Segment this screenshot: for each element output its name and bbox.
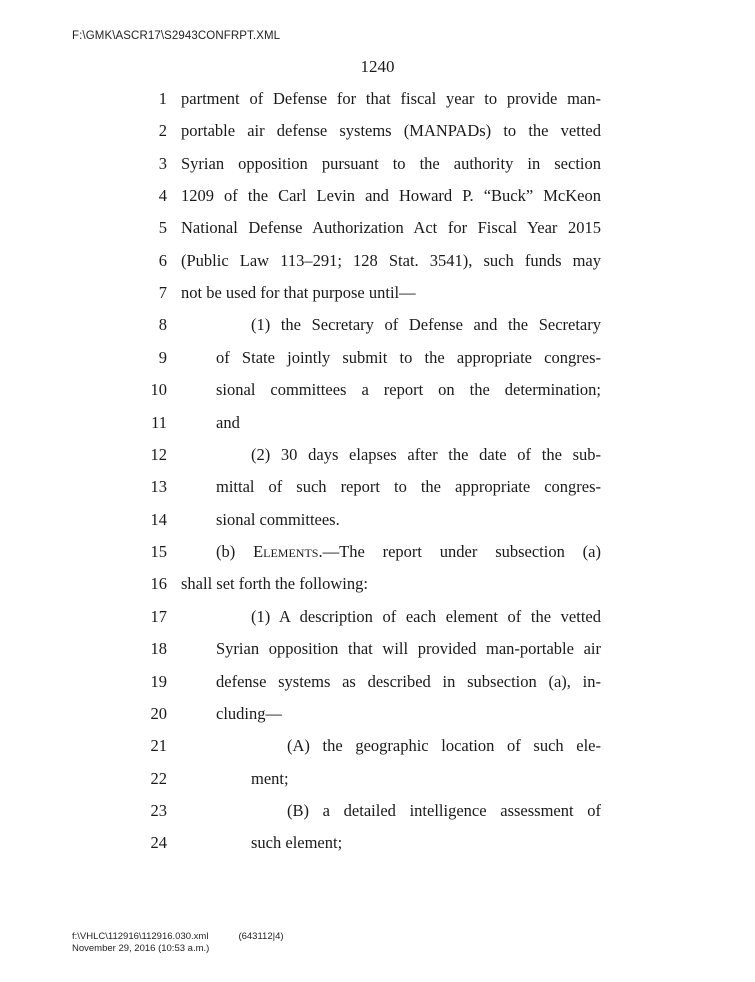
subsection-text: .—The report under subsection (a)	[318, 542, 601, 561]
text-line	[0, 702, 755, 726]
text-line	[0, 346, 755, 370]
line-number: 19	[150, 672, 167, 691]
line-number: 5	[158, 218, 167, 237]
line-number: 22	[150, 769, 167, 788]
line-text: not be used for that purpose until—	[181, 283, 416, 302]
line-number: 9	[158, 348, 167, 367]
text-line	[0, 216, 755, 240]
line-number: 23	[150, 801, 167, 820]
text-line	[0, 119, 755, 143]
text-line	[0, 411, 755, 435]
line-text: and	[216, 413, 240, 432]
line-number: 13	[150, 477, 167, 496]
text-line	[0, 249, 755, 273]
line-number: 1	[158, 89, 167, 108]
line-text	[216, 540, 601, 564]
line-text: mittal of such report to the appropriate congres-	[216, 477, 601, 496]
line-number: 21	[150, 736, 167, 755]
line-number: 24	[150, 833, 167, 852]
line-number: 3	[158, 154, 167, 173]
line-text: partment of Defense for that fiscal year to provide man-	[181, 89, 601, 108]
text-line	[0, 87, 755, 111]
text-line	[0, 152, 755, 176]
text-line	[0, 313, 755, 337]
footer-timestamp: November 29, 2016 (10:53 a.m.)	[72, 943, 210, 954]
line-text: 1209 of the Carl Levin and Howard P. “Buck” McKeon	[181, 186, 601, 205]
line-number: 20	[150, 704, 167, 723]
footer-xml-path: f:\VHLC\112916\112916.030.xml	[72, 931, 209, 942]
text-line	[0, 831, 755, 855]
text-line	[0, 734, 755, 758]
line-text: portable air defense systems (MANPADs) to the vetted	[181, 121, 601, 140]
line-number: 15	[150, 542, 167, 561]
line-number: 8	[158, 315, 167, 334]
line-text: (1) the Secretary of Defense and the Secretary	[251, 315, 601, 334]
page-footer	[72, 931, 284, 955]
text-line	[0, 378, 755, 402]
line-text: Syrian opposition pursuant to the authority in section	[181, 154, 601, 173]
line-text: (1) A description of each element of the vetted	[251, 607, 601, 626]
text-line	[0, 799, 755, 823]
line-number: 17	[150, 607, 167, 626]
text-line	[0, 767, 755, 791]
line-text: Syrian opposition that will provided man-portable air	[216, 639, 601, 658]
line-number: 2	[158, 121, 167, 140]
subsection-prefix: (b)	[216, 542, 254, 561]
line-number: 4	[158, 186, 167, 205]
line-text: ment;	[251, 769, 289, 788]
footer-job-number: (643112|4)	[238, 931, 284, 942]
line-number: 10	[150, 380, 167, 399]
line-text: such element;	[251, 833, 343, 852]
text-line	[0, 605, 755, 629]
line-text: (Public Law 113–291; 128 Stat. 3541), such funds may	[181, 251, 601, 270]
text-line	[0, 540, 755, 564]
text-line	[0, 443, 755, 467]
line-number: 12	[150, 445, 167, 464]
text-line	[0, 281, 755, 305]
line-text: sional committees a report on the determination;	[216, 380, 601, 399]
line-number: 6	[158, 251, 167, 270]
line-text: cluding—	[216, 704, 282, 723]
line-number: 18	[150, 639, 167, 658]
line-text: of State jointly submit to the appropriate congres-	[216, 348, 601, 367]
line-text: sional committees.	[216, 510, 340, 529]
text-line	[0, 572, 755, 596]
line-text: shall set forth the following:	[181, 574, 368, 593]
line-number: 11	[151, 413, 167, 432]
line-text: (2) 30 days elapses after the date of the sub-	[251, 445, 601, 464]
text-line	[0, 508, 755, 532]
line-text: (A) the geographic location of such ele-	[287, 736, 601, 755]
text-line	[0, 637, 755, 661]
text-line	[0, 670, 755, 694]
page-number: 1240	[360, 57, 395, 76]
line-number: 14	[150, 510, 167, 529]
text-line	[0, 475, 755, 499]
line-number: 16	[150, 574, 167, 593]
line-number: 7	[158, 283, 167, 302]
line-text: National Defense Authorization Act for Fiscal Year 2015	[181, 218, 601, 237]
file-path: F:\GMK\ASCR17\S2943CONFRPT.XML	[72, 30, 281, 42]
line-text: defense systems as described in subsection (a), in-	[216, 672, 601, 691]
line-text: (B) a detailed intelligence assessment of	[287, 801, 601, 820]
subsection-heading: Elements	[253, 542, 319, 561]
text-line	[0, 184, 755, 208]
